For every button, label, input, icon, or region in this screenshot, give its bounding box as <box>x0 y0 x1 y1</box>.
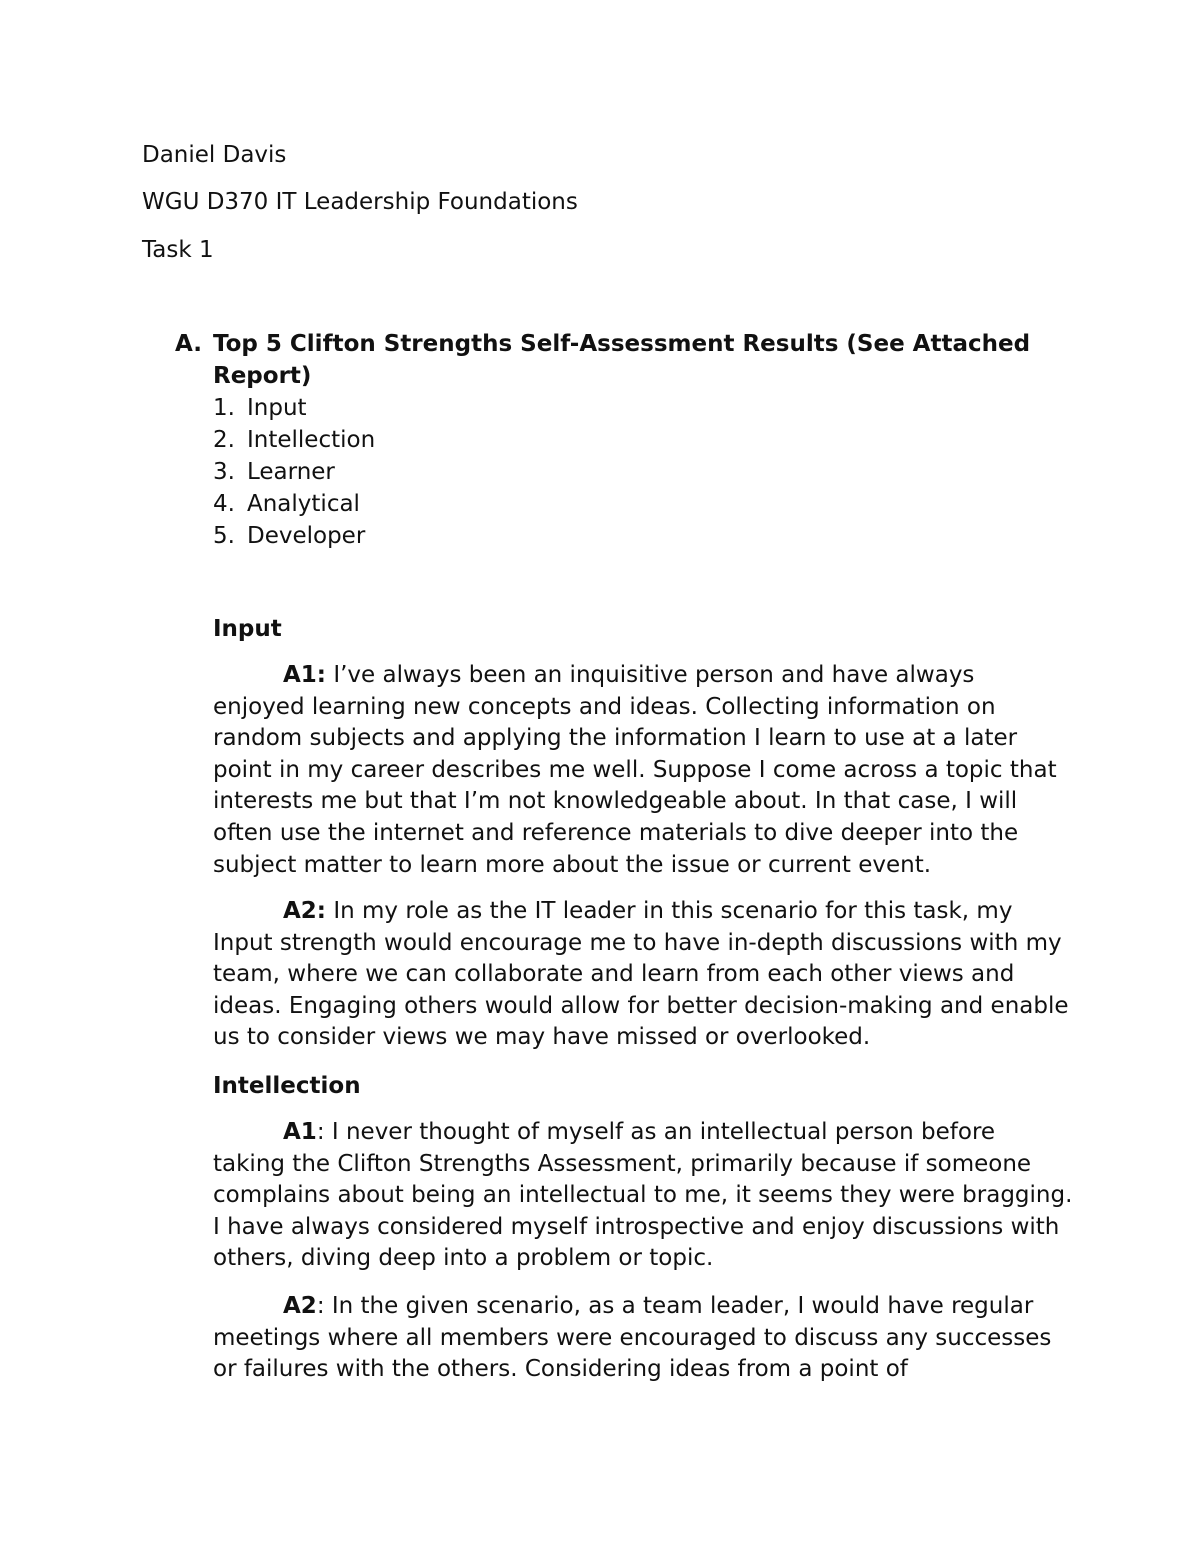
list-item-text: Analytical <box>247 491 360 517</box>
strengths-list <box>213 392 1075 552</box>
list-item <box>213 520 1075 552</box>
input-heading: Input <box>213 616 282 642</box>
list-item-number: 5. <box>213 523 235 549</box>
list-item-text: Input <box>247 395 307 421</box>
section-a-title: Top 5 Clifton Strengths Self-Assessment Results (See Attached Report) <box>213 331 1031 389</box>
list-item <box>213 456 1075 488</box>
list-item-number: 4. <box>213 491 235 517</box>
author-name: Daniel Davis <box>142 142 287 168</box>
intellection-a1-label: A1 <box>283 1119 317 1145</box>
input-a1-paragraph <box>213 660 1073 881</box>
input-a2-label: A2: <box>283 898 327 924</box>
task-label: Task 1 <box>142 237 214 263</box>
input-a1-text: I’ve always been an inquisitive person and have always enjoyed learning new concepts and ideas. Collecting information on random subjects and applying the information I learn to use at a later point in my career describes me well. Suppose I come across a topic that interests me but that I’m not knowledgeable about. In that case, I will often use the internet and reference materials to dive deeper into the subject matter to learn more about the issue or current event. <box>213 662 1057 878</box>
list-item <box>213 488 1075 520</box>
list-item <box>213 392 1075 424</box>
list-item-text: Learner <box>247 459 335 485</box>
intellection-heading: Intellection <box>213 1073 361 1099</box>
intellection-a2-text: : In the given scenario, as a team leader, I would have regular meetings where all members were encouraged to discuss any successes or failures with the others. Considering ideas from a point of <box>213 1293 1052 1383</box>
intellection-a1-text: : I never thought of myself as an intellectual person before taking the Clifton Strengths Assessment, primarily because if someone complains about being an intellectual to me, it seems they were bragging. I have always considered myself introspective and enjoy discussions with others, diving deep into a problem or topic. <box>213 1119 1073 1272</box>
course-title: WGU D370 IT Leadership Foundations <box>142 189 578 215</box>
input-a2-text: In my role as the IT leader in this scenario for this task, my Input strength would encourage me to have in-depth discussions with my team, where we can collaborate and learn from each other views and ideas. Engaging others would allow for better decision-making and enable us to consider views we may have missed or overlooked. <box>213 898 1069 1051</box>
list-item-text: Intellection <box>247 427 376 453</box>
intellection-a2-paragraph <box>213 1291 1073 1386</box>
list-item-number: 1. <box>213 395 235 421</box>
section-a-letter: A. <box>175 331 202 357</box>
list-item <box>213 424 1075 456</box>
intellection-a2-label: A2 <box>283 1293 317 1319</box>
intellection-a1-paragraph <box>213 1117 1073 1275</box>
section-a <box>175 328 1075 552</box>
input-a2-paragraph <box>213 896 1073 1054</box>
input-a1-label: A1: <box>283 662 327 688</box>
list-item-number: 3. <box>213 459 235 485</box>
list-item-number: 2. <box>213 427 235 453</box>
list-item-text: Developer <box>247 523 366 549</box>
